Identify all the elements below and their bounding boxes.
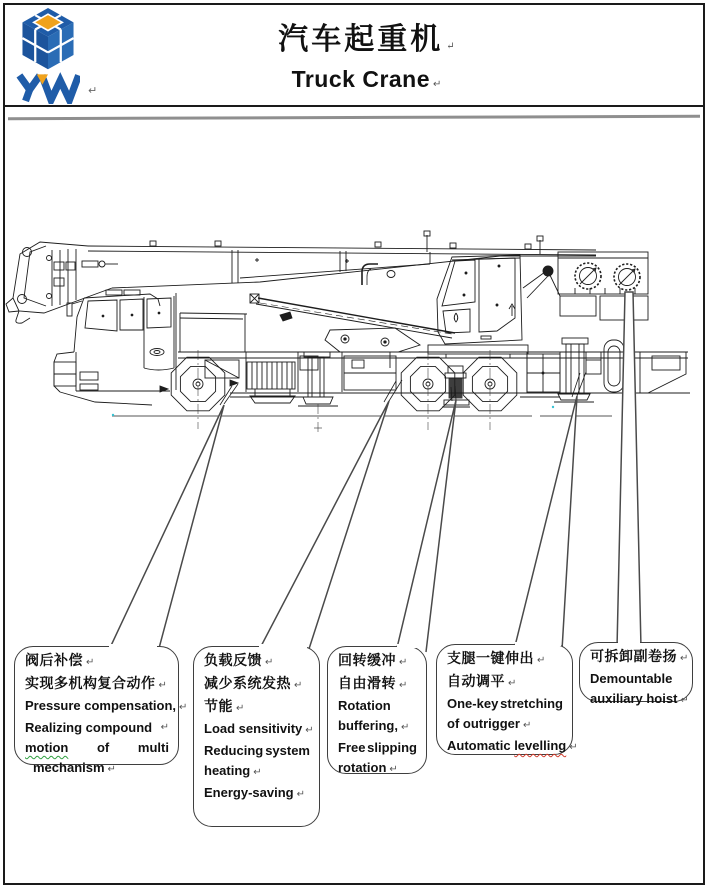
- callout-line: Load sensitivity ↵: [204, 721, 314, 736]
- scan-artifact-dot: [552, 406, 554, 408]
- callout-tail-2: [258, 401, 389, 652]
- callout-tail-5: [617, 292, 641, 648]
- company-logo-icon: [16, 6, 80, 104]
- callout-line: heating ↵: [204, 763, 262, 778]
- rear-body: [558, 252, 648, 320]
- tail-join: [109, 644, 157, 648]
- return-mark: ↵: [522, 720, 532, 731]
- return-mark: ↵: [265, 657, 274, 668]
- callout-line: rotation ↵: [338, 760, 398, 775]
- callout-tail-3: [396, 400, 456, 652]
- return-mark: ↵: [680, 695, 689, 706]
- page-title-cn: 汽车起重机 ↵: [278, 23, 455, 56]
- winch-drums: [575, 263, 640, 290]
- chassis-deck: [178, 313, 690, 403]
- return-mark: ↵: [86, 657, 95, 668]
- callout-line: Energy-saving ↵: [204, 785, 305, 800]
- callout-line: Realizing compound ↵: [25, 718, 169, 738]
- return-mark: ↵: [399, 680, 408, 691]
- callout-line: Reducing system: [204, 743, 310, 758]
- callout-line: Rotation: [338, 698, 391, 713]
- callout-auxiliary-hoist: [579, 642, 693, 706]
- return-mark: ↵: [179, 702, 188, 713]
- return-mark: ↵: [569, 742, 578, 753]
- callout-tail-1: [108, 405, 224, 652]
- callout-line: 支腿一键伸出 ↵: [447, 650, 546, 666]
- return-mark: ↵: [305, 725, 314, 736]
- scan-artifact-dot: [112, 414, 114, 416]
- return-mark: ↵: [296, 789, 305, 800]
- tail-join: [397, 644, 425, 648]
- leader-lines: [220, 372, 586, 405]
- callout-tails: [108, 292, 641, 652]
- callout-one-key-outrigger: [436, 644, 578, 755]
- callout-line: One-key stretching: [447, 696, 563, 711]
- callout-line: motion of multi: [25, 740, 169, 755]
- tail-join: [259, 644, 307, 648]
- callout-line: buffering, ↵: [338, 718, 410, 733]
- callout-rotation-buffering: [327, 646, 427, 774]
- crane-drawing-group: [6, 231, 690, 432]
- tail-join: [515, 642, 561, 646]
- return-mark: ↵: [680, 653, 689, 664]
- truck-cab: [54, 290, 176, 405]
- return-mark: ↵: [537, 655, 546, 666]
- return-mark: ↵: [400, 722, 410, 733]
- return-mark: ↵: [88, 85, 98, 97]
- callout-load-sensitivity: [193, 646, 320, 827]
- callout-line: 实现多机构复合动作 ↵: [25, 675, 167, 691]
- return-mark: ↵: [433, 79, 442, 90]
- callout-line: Demountable: [590, 671, 673, 686]
- callout-line: Automatic levelling ↵: [447, 738, 578, 753]
- return-mark: ↵: [236, 703, 245, 714]
- boom-head: [6, 242, 112, 323]
- return-mark: ↵: [253, 767, 262, 778]
- callout-pressure-compensation: [14, 646, 188, 775]
- return-mark: ↵: [446, 41, 455, 52]
- rope-sheave: [523, 266, 560, 298]
- callout-line: 阀后补偿 ↵: [25, 652, 95, 668]
- callout-line: auxiliary hoist ↵: [590, 691, 689, 706]
- callout-line: of outrigger ↵: [447, 716, 532, 731]
- return-mark: ↵: [508, 678, 517, 689]
- callout-line: 可拆卸副卷扬 ↵: [590, 648, 689, 664]
- callout-tail-4: [514, 396, 577, 650]
- tail-join: [618, 640, 640, 644]
- telescopic-boom: [82, 231, 596, 288]
- luffing-cylinder: [250, 294, 455, 352]
- return-mark: ↵: [389, 764, 398, 775]
- callout-line: 自由滑转 ↵: [338, 675, 408, 691]
- callout-line: 节能 ↵: [204, 698, 245, 714]
- callout-line: 自动调平 ↵: [447, 673, 517, 689]
- rear-outrigger: [527, 338, 624, 402]
- callout-line: Free slipping: [338, 740, 417, 755]
- callout-line: 减少系统发热 ↵: [204, 675, 303, 691]
- return-mark: ↵: [107, 764, 116, 775]
- page-title-en: Truck Crane ↵: [291, 66, 442, 92]
- crane-cab: [428, 255, 528, 358]
- return-mark: ↵: [294, 680, 303, 691]
- return-mark: ↵: [399, 657, 408, 668]
- callout-line: mechanism ↵: [33, 760, 116, 775]
- callout-line: Pressure compensation, ↵: [25, 698, 188, 713]
- return-mark: ↵: [160, 722, 169, 733]
- callout-line: 回转缓冲 ↵: [338, 652, 408, 668]
- return-mark: ↵: [158, 680, 167, 691]
- callout-line: 负载反馈 ↵: [204, 652, 274, 668]
